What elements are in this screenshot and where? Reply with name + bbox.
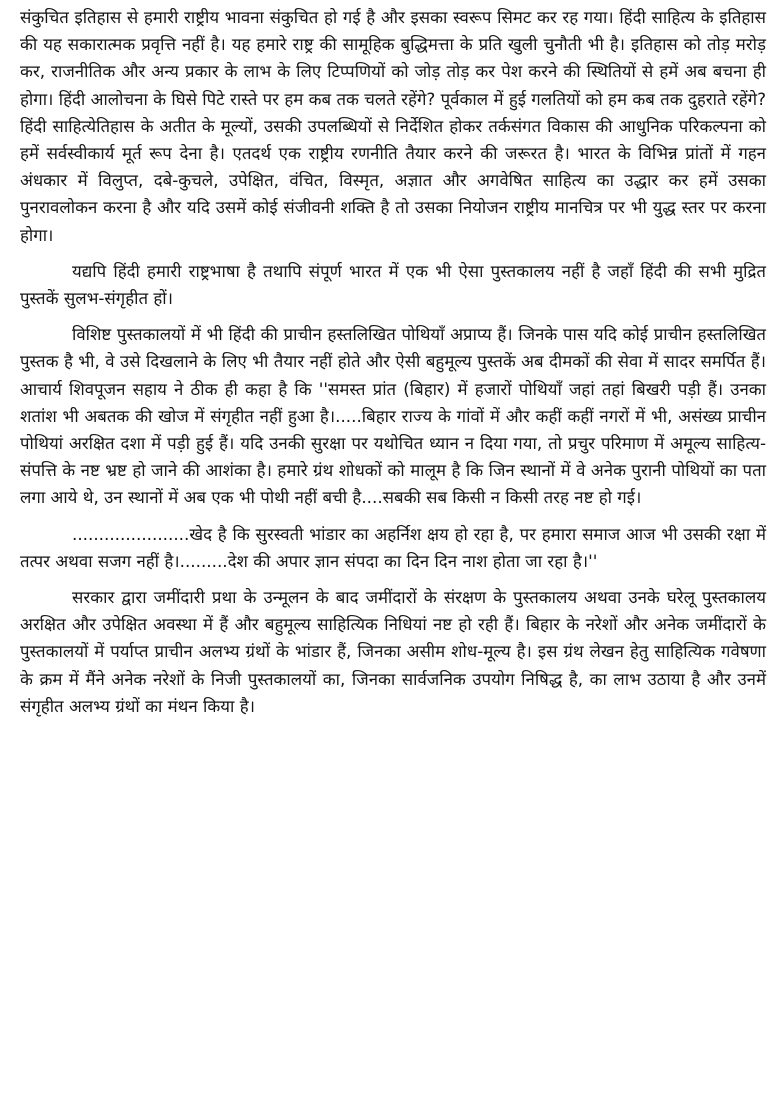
paragraph-2: यद्यपि हिंदी हमारी राष्ट्रभाषा है तथापि संपूर्ण भारत में एक भी ऐसा पुस्तकालय नहीं है जहाँ हिंदी की सभी मुद्रित पुस्तकें सुलभ-संगृहीत हों। [20,260,766,309]
paragraph-4-quote: ......................खेद है कि सुरस्वती भांडार का अहर्निश क्षय हो रहा है, पर हमारा समाज आज भी उसकी रक्षा में तत्पर अथवा सजग नहीं है।.........देश की अपार ज्ञान संपदा का दिन दिन नाश होता जा रहा है।'' [20,523,766,571]
paragraph-1: संकुचित इतिहास से हमारी राष्ट्रीय भावना संकुचित हो गई है और इसका स्वरूप सिमट कर रह गया। हिंदी साहित्य के इतिहास की यह सकारात्मक प्रवृत्ति नहीं है। यह हमारे राष्ट्र की सामूहिक बुद्धिमत्ता के प्रति खुली चुनौती भी है। इतिहास को तोड़ मरोड़ कर, राजनीतिक और अन्य प्रकार के लाभ के लिए टिप्पणियों को जोड़ तोड़ कर पेश करने की स्थितियों से हमें अब बचना ही होगा। हिंदी आलोचना के घिसे पिटे रास्ते पर हम कब तक चलते रहेंगे? पूर्वकाल में हुई गलतियों को हम कब तक दुहराते रहेंगे? हिंदी साहित्येतिहास के अतीत के मूल्यों, उसकी उपलब्धियों से निर्देशित होकर तर्कसंगत विकास की आधुनिक परिकल्पना को हमें सर्वस्वीकार्य मूर्त रूप देना है। एतदर्थ एक राष्ट्रीय रणनीति तैयार करने की जरूरत है। भारत के विभिन्न प्रांतों में गहन अंधकार में विलुप्त, दबे-कुचले, उपेक्षित, वंचित, विस्मृत, अज्ञात और अगवेषित साहित्य का उद्धार कर हमें उसका पुनरावलोकन करना है और यदि उसमें कोई संजीवनी शक्ति है तो उसका नियोजन राष्ट्रीय मानचित्र पर भी युद्ध स्तर पर करना होगा। [20,7,766,245]
paragraph-3: विशिष्ट पुस्तकालयों में भी हिंदी की प्राचीन हस्तलिखित पोथियाँ अप्राप्य हैं। जिनके पास यदि कोई प्राचीन हस्तलिखित पुस्तक है भी, वे उसे दिखलाने के लिए भी तैयार नहीं होते और ऐसी बहुमूल्य पुस्तकें अब दीमकों की सेवा में सादर समर्पित हैं। आचार्य शिवपूजन सहाय ने ठीक ही कहा है कि ''समस्त प्रांत (बिहार) में हजारों पोथियाँ जहां तहां बिखरी पड़ी हैं। उनका शतांश भी अबतक की खोज में संगृहीत नहीं हुआ है।.....बिहार राज्य के गांवों में और कहीं कहीं नगरों में भी, असंख्य प्राचीन पोथियां अरक्षित दशा में पड़ी हुई हैं। यदि उनकी सुरक्षा पर यथोचित ध्यान न दिया गया, तो प्रचुर परिमाण में अमूल्य साहित्य-संपत्ति के नष्ट भ्रष्ट हो जाने की आशंका है। हमारे ग्रंथ शोधकों को मालूम है कि जिन स्थानों में वे अनेक पुरानी पोथियों का पता लगा आये थे, उन स्थानों में अब एक भी पोथी नहीं बची है....सबकी सब किसी न किसी तरह नष्ट हो गई। [20,324,766,508]
paragraph-5: सरकार द्वारा जमींदारी प्रथा के उन्मूलन के बाद जमींदारों के संरक्षण के पुस्तकालय अथवा उनके घरेलू पुस्तकालय अरक्षित और उपेक्षित अवस्था में हैं और बहुमूल्य साहित्यिक निधियां नष्ट हो रही हैं। बिहार के नरेशों और अनेक जमींदारों के पुस्तकालयों में पर्याप्त प्राचीन अलभ्य ग्रंथों के भांडार हैं, जिनका असीम शोध-मूल्य है। इस ग्रंथ लेखन हेतु साहित्यिक गवेषणा के क्रम में मैंने अनेक नरेशों के निजी पुस्तकालयों का, जिनका सार्वजनिक उपयोग निषिद्ध है, का लाभ उठाया है और उनमें संगृहीत अलभ्य ग्रंथों का मंथन किया है। [20,587,766,716]
